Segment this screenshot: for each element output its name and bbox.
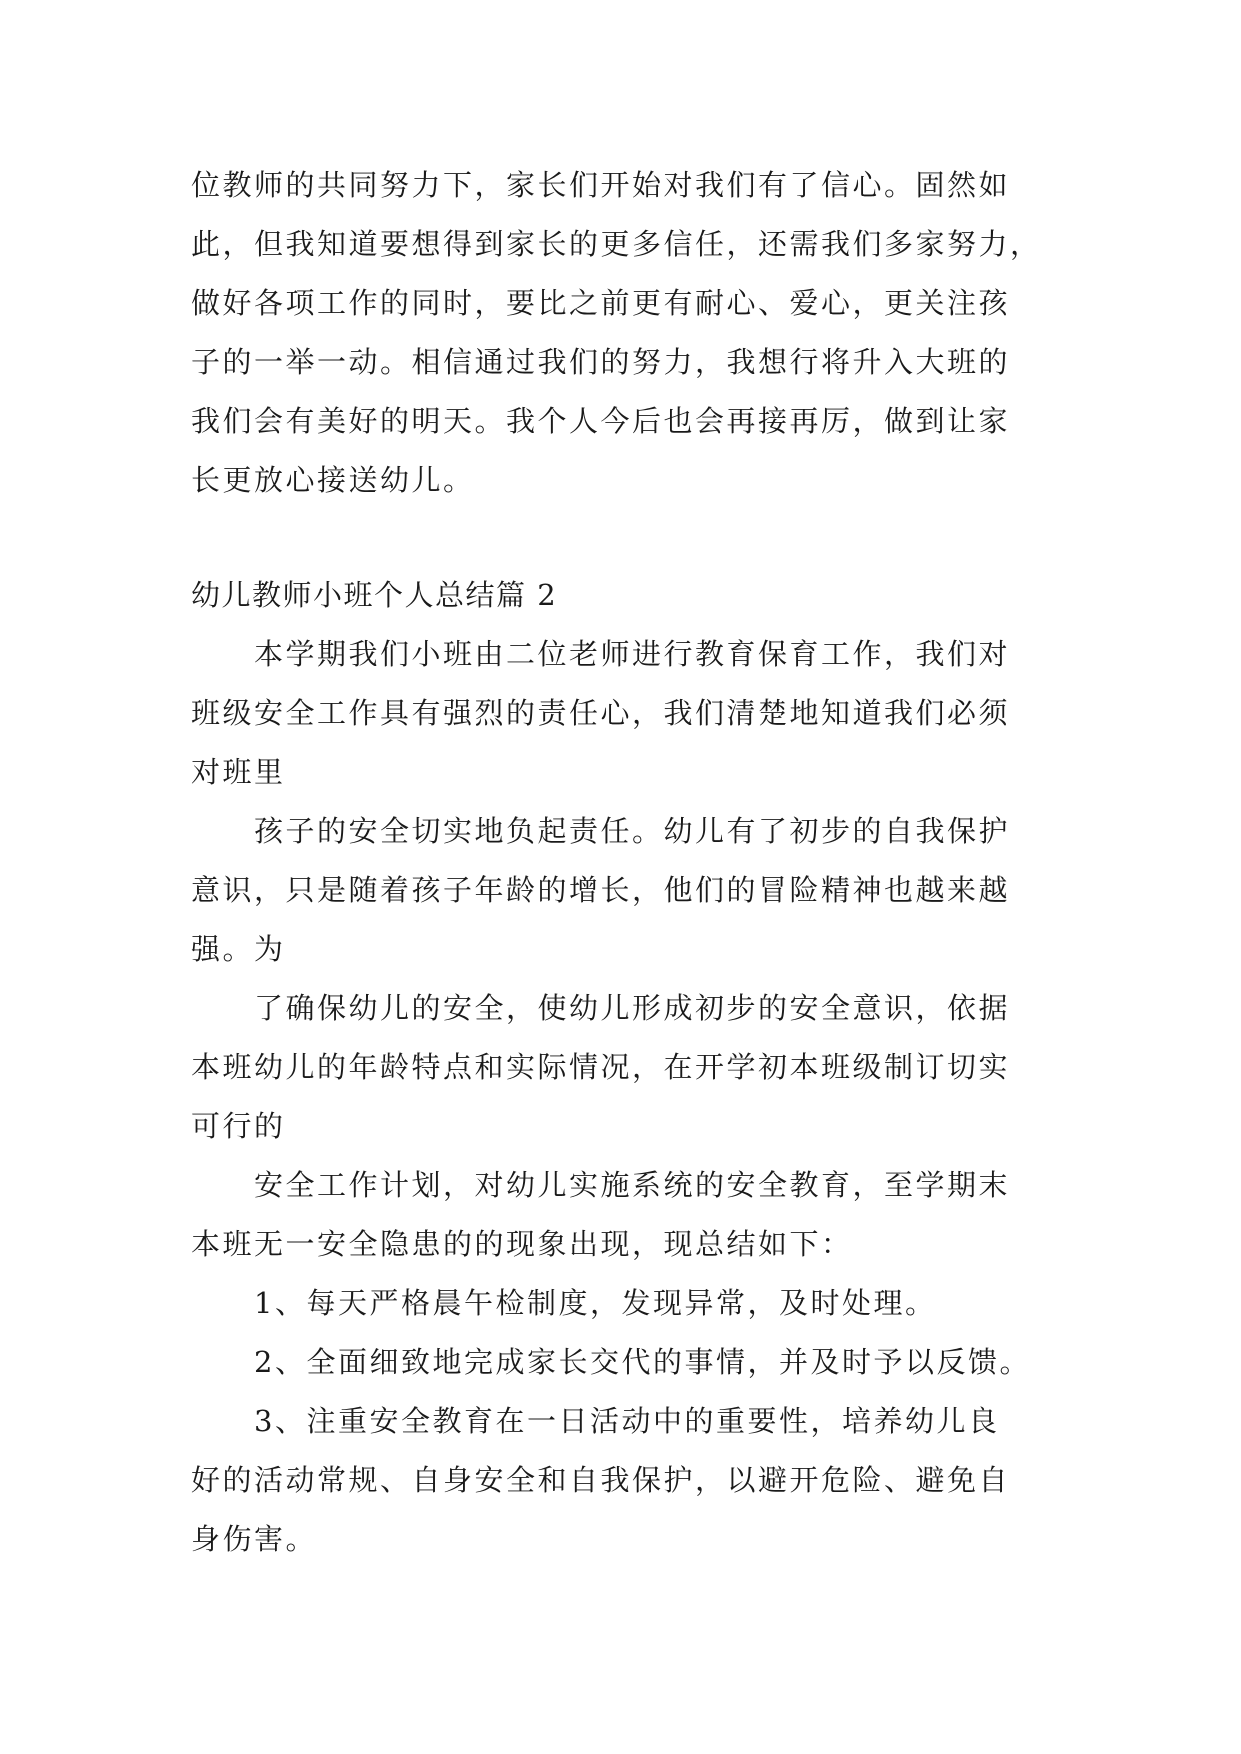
text-line: 好的活动常规、自身安全和自我保护，以避开危险、避免自 xyxy=(191,1463,1011,1497)
text-line: 做好各项工作的同时，要比之前更有耐心、爱心，更关注孩 xyxy=(191,286,1011,320)
text-line: 本班幼儿的年龄特点和实际情况，在开学初本班级制订切实 xyxy=(191,1050,1011,1084)
text-line: 了确保幼儿的安全，使幼儿形成初步的安全意识，依据 xyxy=(254,991,1011,1025)
text-line: 长更放心接送幼儿。 xyxy=(191,463,475,497)
list-item: 3、注重安全教育在一日活动中的重要性，培养幼儿良 xyxy=(254,1404,1000,1438)
text-line: 对班里 xyxy=(191,755,286,789)
text-line: 我们会有美好的明天。我个人今后也会再接再厉，做到让家 xyxy=(191,404,1011,438)
text-line: 子的一举一动。相信通过我们的努力，我想行将升入大班的 xyxy=(191,345,1011,379)
text-line: 孩子的安全切实地负起责任。幼儿有了初步的自我保护 xyxy=(254,814,1011,848)
document-page xyxy=(191,156,1051,1569)
text-line: 本学期我们小班由二位老师进行教育保育工作，我们对 xyxy=(254,637,1011,671)
text-line: 可行的 xyxy=(191,1109,286,1143)
intro-paragraph xyxy=(191,156,1051,510)
text-line: 身伤害。 xyxy=(191,1522,318,1556)
list-item: 2、全面细致地完成家长交代的事情，并及时予以反馈。 xyxy=(254,1345,1031,1379)
body-paragraphs xyxy=(191,625,1051,1569)
section-heading: 幼儿教师小班个人总结篇 2 xyxy=(191,578,558,612)
text-line: 此，但我知道要想得到家长的更多信任，还需我们多家努力， xyxy=(191,227,1042,261)
text-line: 班级安全工作具有强烈的责任心，我们清楚地知道我们必须 xyxy=(191,696,1011,730)
text-line: 本班无一安全隐患的的现象出现，现总结如下： xyxy=(191,1227,853,1261)
text-line: 意识，只是随着孩子年龄的增长，他们的冒险精神也越来越 xyxy=(191,873,1011,907)
text-line: 强。为 xyxy=(191,932,286,966)
list-item: 1、每天严格晨午检制度，发现异常，及时处理。 xyxy=(254,1286,937,1320)
text-line: 位教师的共同努力下，家长们开始对我们有了信心。固然如 xyxy=(191,168,1011,202)
text-line: 安全工作计划，对幼儿实施系统的安全教育，至学期末 xyxy=(254,1168,1011,1202)
